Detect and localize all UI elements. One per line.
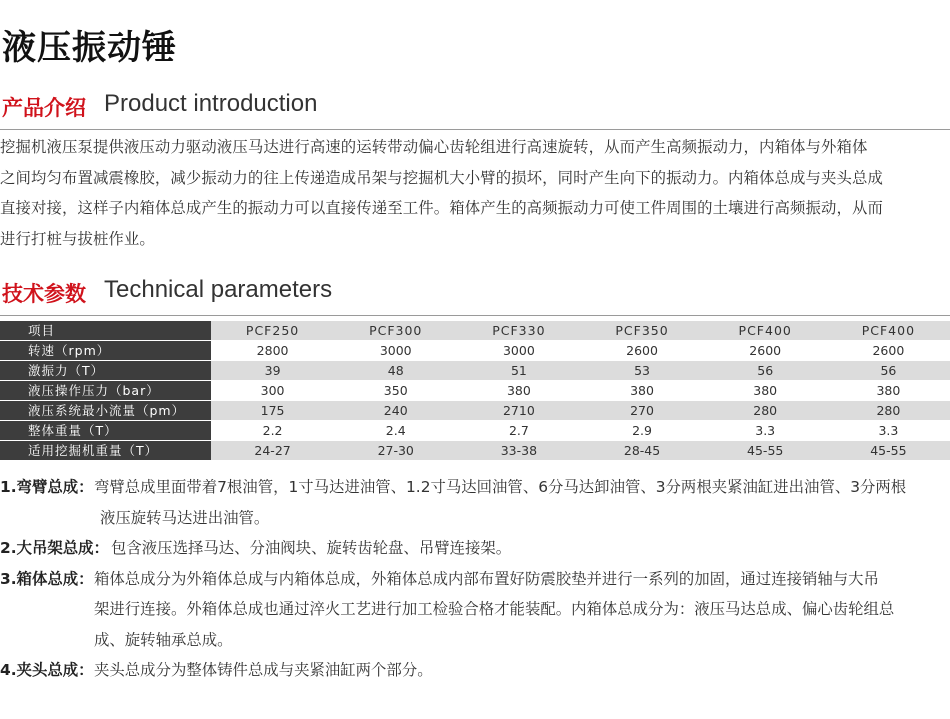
page-title: 液压振动锤: [2, 28, 177, 68]
model-header: PCF250: [211, 321, 334, 341]
intro-line: 之间均匀布置减震橡胶，减少振动力的往上传递造成吊架与挖掘机大小臂的损坏，同时产生向下的振动力。内箱体总成与夹头总成: [0, 168, 883, 187]
assembly-text: [0, 564, 950, 656]
assembly-text: [0, 472, 950, 533]
intro-section-header: [0, 90, 950, 130]
assembly-item-bent-arm: [0, 472, 950, 533]
row-label: 适用挖掘机重量（T）: [0, 441, 211, 461]
table-cell: 51: [457, 361, 580, 381]
table-row: [0, 441, 950, 461]
intro-line: 直接对接，这样子内箱体总成产生的振动力可以直接传递至工件。箱体产生的高频振动力可使工件周围的土壤进行高频振动，从而: [0, 199, 883, 217]
table-cell: 56: [704, 361, 827, 381]
table-cell: 380: [457, 381, 580, 401]
assembly-label: 2.大吊架总成：: [0, 539, 109, 557]
intro-paragraph: [0, 132, 950, 254]
intro-line: 进行打桩与拔桩作业。: [0, 229, 155, 248]
model-header: PCF400: [827, 321, 950, 341]
table-cell: 45-55: [704, 441, 827, 461]
assembly-line: 箱体总成分为外箱体总成与内箱体总成，外箱体总成内部布置好防震胶垫并进行一系列的加固，通过连接销轴与大吊: [94, 569, 879, 588]
assembly-line: 液压旋转马达进出油管。: [100, 508, 270, 527]
intro-title-zh: 产品介绍: [2, 96, 86, 120]
table-cell: 175: [211, 401, 334, 421]
tech-section-header: [0, 276, 950, 316]
table-cell: 2600: [580, 341, 703, 361]
assembly-line: 架进行连接。外箱体总成也通过淬火工艺进行加工检验合格才能装配。内箱体总成分为：液压马达总成、偏心齿轮组总: [94, 600, 895, 618]
table-cell: 24-27: [211, 441, 334, 461]
table-cell: 2600: [827, 341, 950, 361]
table-cell: 2.4: [334, 421, 457, 441]
assembly-text: [0, 655, 950, 686]
intro-divider: [0, 129, 950, 130]
assembly-label: 3.箱体总成：: [0, 569, 94, 588]
table-row: [0, 381, 950, 401]
table-row: [0, 341, 950, 361]
assembly-label: 4.夹头总成：: [0, 661, 94, 679]
table-cell: 240: [334, 401, 457, 421]
table-cell: 2.9: [580, 421, 703, 441]
intro-line: 挖掘机液压泵提供液压动力驱动液压马达进行高速的运转带动偏心齿轮组进行高速旋转，从而产生高频振动力，内箱体与外箱体: [0, 138, 868, 156]
table-cell: 380: [704, 381, 827, 401]
table-cell: 2800: [211, 341, 334, 361]
model-header: PCF400: [704, 321, 827, 341]
table-cell: 380: [827, 381, 950, 401]
table-cell: 45-55: [827, 441, 950, 461]
assembly-line: 弯臂总成里面带着7根油管，1寸马达进油管、1.2寸马达回油管、6分马达卸油管、3分两根夹紧油缸进出油管、3分两根: [94, 478, 907, 496]
table-cell: 3.3: [704, 421, 827, 441]
tech-title-zh: 技术参数: [2, 282, 86, 306]
assembly-item-box: [0, 564, 950, 656]
table-cell: 270: [580, 401, 703, 421]
model-header: PCF300: [334, 321, 457, 341]
table-cell: 2.7: [457, 421, 580, 441]
assembly-text: [0, 533, 950, 564]
row-label: 激振力（T）: [0, 361, 211, 381]
table-cell: 33-38: [457, 441, 580, 461]
intro-title-en: Product introduction: [104, 90, 318, 117]
table-cell: 280: [704, 401, 827, 421]
parameters-table: [0, 321, 950, 461]
table-header-row: [0, 321, 950, 341]
table-cell: 2710: [457, 401, 580, 421]
table-cell: 48: [334, 361, 457, 381]
table-cell: 3.3: [827, 421, 950, 441]
assembly-item-clamp: [0, 655, 950, 686]
table-row: [0, 361, 950, 381]
assembly-item-hanger: [0, 533, 950, 564]
table-cell: 28-45: [580, 441, 703, 461]
table-cell: 27-30: [334, 441, 457, 461]
model-header: PCF330: [457, 321, 580, 341]
table-row: [0, 421, 950, 441]
table-cell: 53: [580, 361, 703, 381]
row-label: 液压系统最小流量（pm）: [0, 401, 211, 421]
tech-divider: [0, 315, 950, 316]
table-cell: 380: [580, 381, 703, 401]
table-header-label: 项目: [0, 321, 211, 341]
row-label: 液压操作压力（bar）: [0, 381, 211, 401]
assembly-list: [0, 472, 950, 686]
table-cell: 2600: [704, 341, 827, 361]
assembly-line: 包含液压选择马达、分油阀块、旋转齿轮盘、吊臂连接架。: [111, 539, 512, 557]
table-cell: 3000: [334, 341, 457, 361]
row-label: 整体重量（T）: [0, 421, 211, 441]
table-cell: 2.2: [211, 421, 334, 441]
table-row: [0, 401, 950, 421]
table-cell: 39: [211, 361, 334, 381]
tech-title-en: Technical parameters: [104, 276, 333, 303]
table-cell: 300: [211, 381, 334, 401]
table-cell: 56: [827, 361, 950, 381]
assembly-label: 1.弯臂总成：: [0, 478, 94, 496]
assembly-line: 夹头总成分为整体铸件总成与夹紧油缸两个部分。: [94, 661, 433, 679]
model-header: PCF350: [580, 321, 703, 341]
table-cell: 280: [827, 401, 950, 421]
table-cell: 350: [334, 381, 457, 401]
table-cell: 3000: [457, 341, 580, 361]
row-label: 转速（rpm）: [0, 341, 211, 361]
assembly-line: 成、旋转轴承总成。: [94, 630, 233, 649]
